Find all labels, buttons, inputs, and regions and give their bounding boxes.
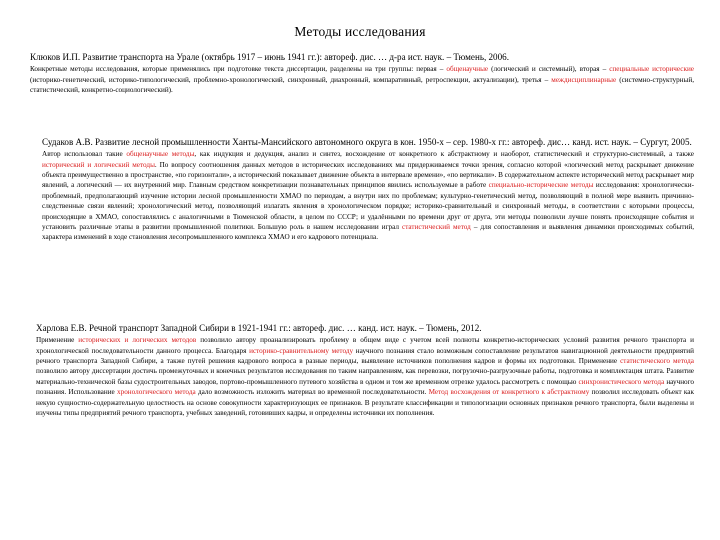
highlighted-method-term: специальные исторические — [609, 65, 694, 74]
body-paragraph — [30, 64, 694, 95]
highlighted-method-term: общенаучные методы — [126, 150, 195, 159]
text-run: научного познания стало возможным сопоставление результатов навигационной деятельности предприятий речного транспорта Западной Сибири, а также путей решения кадрового вопроса в разные периоды, выявление источников пополнения кадров и формы их подготовки. Применение — [36, 346, 694, 366]
body-paragraph — [42, 149, 694, 243]
highlighted-method-term: хронологического метода — [117, 388, 196, 397]
highlighted-method-term: исторический и логический методы — [42, 160, 155, 169]
reference-citation: Клюков И.П. Развитие транспорта на Урале (октябрь 1917 – июнь 1941 гг.): автореф. дис. … д-ра ист. наук. – Тюмень, 2006. — [30, 52, 509, 62]
reference-block-sudakov — [42, 136, 694, 243]
highlighted-method-term: общенаучные — [446, 65, 489, 74]
reference-block-kharlova — [36, 322, 694, 418]
text-run: , как индукция и дедукция, анализ и синтез, восхождение от конкретного к абстрактному и наоборот, статистический и структурно-системный, а также — [194, 150, 694, 159]
text-run: (логический и системный), вторая – — [488, 65, 610, 74]
text-run: позволил исследовать объект как некую сущностно-содержательную целостность на основе совокупности характеризующих ее признаков. В результате классификации и типологизации основных признаков речного транспорта, были выделены и изучены типы предприятий речного транспорта, учебных заведений, готовивших кадры, и определены источники их пополнения. — [36, 388, 694, 418]
reference-citation: Судаков А.В. Развитие лесной промышленности Ханты-Мансийского автономного округа в кон. 1950-х – сер. 1980-х гг.: автореф. дис… канд. ист. наук. – Сургут, 2005. — [42, 137, 692, 147]
text-run: позволило автору диссертации достичь промежуточных и конечных результатов исследования по таким направлениям, как перевозки, погрузочно-разгрузочные работы, подготовка и комплектация штата. Развитие материально-технической базы судостроительных заводов, портово-промышленного путевого хозяйства в одном и том же временном отрезке удалось рассмотреть с помощью — [36, 367, 694, 386]
highlighted-method-term: междисциплинарные — [551, 75, 617, 84]
body-paragraph — [36, 335, 694, 418]
reference-citation: Харлова Е.В. Речной транспорт Западной Сибири в 1921-1941 гг.: автореф. дис. … канд. ист. наук. – Тюмень, 2012. — [36, 323, 482, 333]
text-run: Применение — [36, 336, 79, 345]
text-run: Конкретные методы исследования, которые применялись при подготовке текста диссертации, разделены на три группы: первая – — [30, 65, 447, 74]
highlighted-method-term: исторических и логических методов — [78, 336, 197, 345]
text-run: дало возможность изложить материал во временной последовательности. — [195, 388, 429, 397]
highlighted-method-term: историко-сравнительному методу — [249, 346, 354, 355]
page-title: Методы исследования — [294, 24, 426, 39]
text-run: исследования: хронологически-проблемный, предполагающий изучение истории лесной промышленности ХМАО по периодам, а внутри них по проблемам; культурно-генетический метод, позволяющий в полной мере выявить причинно-следственные связи явлений; хронологический метод, позволяющий излагать явления в хронологическом порядке; историко-сравнительный и синхронный методы, в соответствии с которыми процессы, происходящие в ХМАО, сопоставлялись с аналогичными в Тюменской области, в целом по СССР; и удалёнными по времени друг от друга, эти методы позволили лучше понять происходящие события и установить различные этапы в развитии промышленной политики. Большую роль в нашем исследовании играл — [42, 181, 694, 232]
text-run: . По вопросу соотношения данных методов в исторических исследованиях мы придерживаемся точки зрения, согласно которой «логический метод раскрывает движение объекта преимущественно в пространстве, «по горизонтали», а исторический показывает движение объекта в интервале времени», «по вертикали». В содержательном аспекте исторический метод раскрывает мир явлений, а логический — их внутренний мир. Главным средством конкретизации познавательных принципов явились используемые в работе — [42, 160, 694, 190]
highlighted-method-term: статистический метод — [402, 223, 471, 232]
text-run: (историко-генетический, историко-типологический, проблемно-хронологический, синхронный, диахронный, компаративный, ретроспекции, актуализации), третья – — [30, 75, 552, 84]
text-run: позволило автору проанализировать проблему в общем виде с учетом всей полноты конкретно-исторических условий развития речного транспорта и хронологической последовательности данного процесса. Благодаря — [36, 336, 694, 355]
text-run: Автор использовал такие — [42, 150, 127, 159]
reference-block-klyukov — [30, 51, 694, 95]
highlighted-method-term: специально-исторические методы — [488, 181, 594, 190]
highlighted-method-term: статистического метода — [620, 357, 694, 366]
highlighted-method-term: синхронистического метода — [578, 377, 665, 386]
highlighted-method-term: Метод восхождения от конкретного к абстрактному — [428, 388, 590, 397]
text-run: (системно-структурный, статистический, конкретно-социологический). — [30, 75, 695, 95]
text-run: – для сопоставления и выявления динамики происходимых событий, характера изменений в ходе становления лесопромышленного комплекса ХМАО и его кадрового потенциала. — [42, 223, 695, 242]
text-run: научного познания. Использование — [36, 377, 694, 397]
